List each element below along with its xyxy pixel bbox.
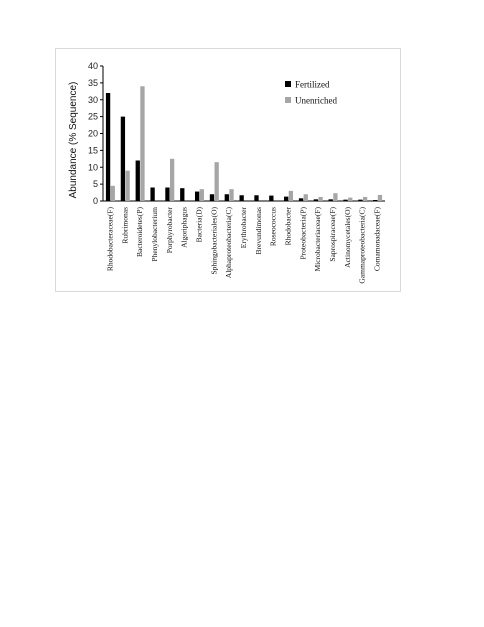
- y-tick-label: 10: [87, 162, 98, 173]
- category-label: Rhodobacter: [283, 207, 293, 246]
- legend-swatch-fertilized: [285, 81, 291, 87]
- category-label: Porphyrobacter: [164, 207, 174, 254]
- bar-fertilized: [284, 197, 288, 201]
- bar-fertilized: [136, 161, 140, 202]
- y-tick-label: 40: [87, 61, 98, 71]
- bar-fertilized: [210, 194, 214, 201]
- y-tick-label: 25: [87, 111, 98, 122]
- bar-fertilized: [254, 195, 258, 201]
- bar-fertilized: [165, 188, 169, 202]
- bar-unenriched: [140, 86, 144, 201]
- category-label: Rubrimonas: [120, 207, 130, 244]
- category-label: Phenylobacterium: [149, 207, 159, 262]
- bar-fertilized: [240, 195, 244, 201]
- bar-fertilized: [225, 194, 229, 201]
- y-tick-label: 15: [87, 145, 98, 156]
- legend-label-fertilized: Fertilized: [295, 79, 330, 90]
- bar-fertilized: [314, 199, 318, 201]
- category-label: Rhodobacteraceae(F): [105, 207, 115, 272]
- bar-unenriched: [200, 189, 204, 201]
- category-label: Sphingobacteriales(O): [209, 207, 219, 275]
- bar-unenriched: [170, 159, 174, 201]
- bar-fertilized: [329, 199, 333, 201]
- category-labels: [105, 206, 381, 283]
- category-label: Microbacteriaceae(F): [313, 207, 323, 272]
- y-tick-label: 30: [87, 94, 98, 105]
- bar-unenriched: [318, 197, 322, 201]
- bar-fertilized: [269, 196, 273, 201]
- bar-unenriched: [333, 193, 337, 201]
- y-tick-label: 0: [92, 196, 98, 206]
- bar-unenriched: [363, 197, 367, 201]
- category-label: Roseococcus: [268, 207, 278, 247]
- bar-fertilized: [195, 192, 199, 201]
- y-tick-label: 20: [87, 128, 98, 139]
- bar-fertilized: [299, 198, 303, 201]
- bar-series: [106, 86, 382, 201]
- y-axis-title: Abundance (% Sequence): [68, 81, 79, 199]
- category-label: Erythrobacter: [239, 207, 248, 249]
- category-label: Alphaproteobacteria(C): [224, 207, 234, 279]
- category-label: Gammaproteobacteria(C): [357, 207, 367, 284]
- chart-container: [55, 48, 401, 292]
- bar-unenriched: [289, 191, 293, 201]
- y-tick-label: 35: [87, 77, 98, 88]
- bar-fertilized: [180, 188, 184, 201]
- category-label: Comamonadaceae(F): [372, 207, 382, 272]
- category-label: Bacteria(D): [194, 207, 204, 243]
- category-label: Proteobacteria(P): [298, 207, 308, 260]
- legend-swatch-unenriched: [285, 97, 291, 103]
- legend-label-unenriched: Unenriched: [295, 95, 337, 106]
- category-label: Bacteroidetes(P): [135, 207, 145, 257]
- bar-fertilized: [106, 93, 110, 201]
- category-label: Brevundimonas: [253, 207, 263, 255]
- bar-unenriched: [125, 171, 129, 201]
- bar-fertilized: [358, 200, 362, 201]
- y-tick-label: 5: [92, 179, 98, 190]
- bar-fertilized: [121, 117, 125, 201]
- bar-chart: [56, 49, 402, 293]
- bar-fertilized: [343, 200, 347, 201]
- bar-unenriched: [378, 195, 382, 201]
- bar-unenriched: [348, 198, 352, 201]
- bar-unenriched: [304, 194, 308, 201]
- bar-fertilized: [373, 200, 377, 201]
- category-label: Saprospiraceae(F): [328, 207, 338, 262]
- bar-unenriched: [111, 186, 115, 201]
- category-label: Actinomycetales(O): [342, 207, 352, 268]
- bar-unenriched: [229, 189, 233, 201]
- bar-unenriched: [215, 162, 219, 201]
- category-label: Algoriphagus: [179, 207, 189, 248]
- bar-fertilized: [150, 188, 154, 202]
- y-axis-ticks: [88, 61, 103, 206]
- legend: [285, 80, 337, 106]
